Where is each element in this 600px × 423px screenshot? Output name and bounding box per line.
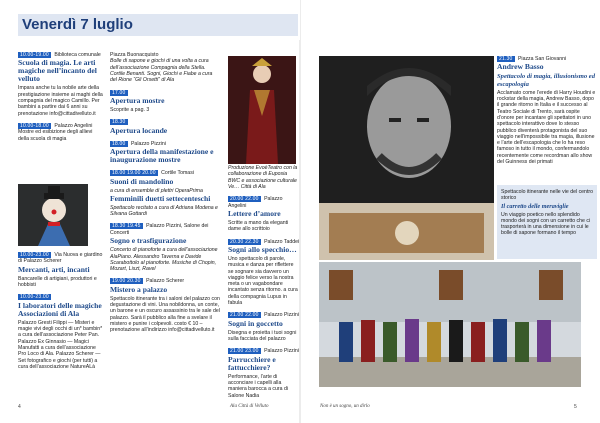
event-title: Mercanti, arti, incanti [18, 264, 90, 274]
queen-illustration [228, 56, 296, 164]
venue: Palazzo Scherer [146, 278, 185, 285]
time-badge: 21.00 23.00 [230, 348, 259, 355]
event-block [110, 90, 220, 114]
event-title: Sogno e trasfigurazione [110, 236, 187, 246]
time-badge: 18.30 [112, 119, 126, 126]
event-text: Bancarelle di artigiani, produttori e hobbisti [18, 275, 97, 289]
venue: Piazza San Giovanni [517, 56, 567, 62]
event-text: Disegna e proietta i tuoi sogni sulla facciata del palazzo [228, 329, 297, 343]
event-title: Apertura locande [110, 125, 168, 135]
time-badge: 17.00 [112, 89, 126, 96]
event-block [228, 312, 300, 342]
venue: Palazzo Pizzini, Salone dei Concerti [110, 223, 209, 236]
event-block [228, 165, 300, 190]
event-title: Apertura mostre [110, 96, 165, 105]
column-e [228, 165, 300, 405]
time-badge: 20.00 22.00 [230, 196, 259, 203]
venue: Palazzo Pizzini [264, 312, 299, 319]
time-badge: 21.30 [499, 56, 513, 62]
column-d [497, 56, 597, 171]
column-a-lower [18, 252, 104, 376]
magician-portrait-photo [319, 56, 494, 203]
event-title: Suoni di mandolino [110, 176, 174, 186]
page-title: Venerdì 7 luglio [18, 14, 298, 36]
event-text: Acclamato come l’erede di Harry Houdini e rockstar della magia, Andrew Basso, dopo il grande ritorno in Italia e il successo al Teatro Sociale di Trento, sarà ospite d’onore per incantare gli spettatori in uno spettacolo interattivo dove lo stesso pubblico diventerà protagonista del suo viaggio nell’impossibile tra magia, illusione e l’arte dell’escapologia che lo ha reso famoso in tutto il mondo, confermandolo recentemente come recordman allo show del Guinness dei primati [497, 89, 596, 166]
time-badge: 10.00-19.00 [20, 52, 49, 58]
time-badge: 18.00 [112, 140, 126, 147]
time-badge: 19.00 20.30 [112, 278, 141, 285]
event-title: Parrucchiere e fattucchiere? [228, 354, 276, 372]
event-block [110, 141, 220, 164]
costumed-group-photo [319, 262, 581, 387]
venue: Palazzo Angelini [228, 196, 283, 209]
event-title: Apertura della manifestazione e inaugurazione mostre [110, 147, 214, 165]
event-title: I laboratori delle magiche Associazioni di Ala [18, 300, 102, 318]
event-text: Produzione EvoèTeatro con la collaborazione di Euposia BWC e associazione culturale Ve… Città di Ala [228, 165, 298, 190]
time-badge: 20.30 22.30 [230, 238, 259, 245]
event-text: a cura di ensemble di plettri OperaPrima [110, 187, 203, 194]
highlight-intro: Spettacolo itinerante nelle vie del centro storico [501, 189, 593, 202]
highlight-title: Il carretto delle meraviglie [501, 202, 569, 210]
time-badge: 21.00 22.00 [230, 312, 259, 319]
venue: Biblioteca comunale [54, 52, 101, 58]
event-title: Andrew Basso [497, 62, 544, 72]
event-title: Mistero a palazzo [110, 284, 168, 294]
event-subtitle: Spettacolo di magia, illusionismo ed escapologia [497, 73, 595, 88]
event-block [110, 52, 220, 84]
event-text: Scoprite a pag. 3 [110, 107, 150, 113]
event-title: Scuola di magia. Le arti magiche nell’incanto del velluto [18, 58, 97, 84]
magician-illustration [319, 56, 494, 203]
time-badge: 10.00-18.00 [20, 122, 49, 129]
queen-costume-photo [228, 56, 296, 164]
column-a [18, 52, 104, 148]
left-page-number: 4 [18, 404, 21, 410]
event-text: Mostre ed esibizione degli allievi della scuola di magia [18, 129, 93, 142]
event-title: Sogni in goccetto [228, 318, 283, 328]
venue: Palazzo Pizzini [264, 348, 299, 355]
event-text: Impara anche tu la nobile arte della prestigiazione insieme ai maghi della compagnia del magico Camillo. Per bambini a partire dai 6 anni su prenotazione info@cittadivelluto.it [18, 85, 103, 117]
time-badge: 10.00-23.00 [20, 252, 49, 258]
event-block [110, 278, 220, 333]
event-block [228, 239, 300, 307]
group-illustration [319, 262, 581, 387]
venue: Palazzo Pizzini [130, 140, 166, 147]
event-block [497, 56, 597, 165]
time-badge: 10.00-23.00 [20, 294, 49, 301]
clown-photo [18, 184, 88, 246]
highlight-box [497, 185, 597, 259]
venue: Palazzo Angelini [54, 122, 93, 129]
event-text: Palazzo Gresti Filippi — Misteri e magie vivi degli occhi di un* bambin* a cura dell’associazione Peter Pan. Palazzo Ex Ginnasio — Magici Manufatti a cura dell’associazione Pro Loco di Ala. Palazzo Scherer — Set fotografico e giochi (per tutti) a cura dell’associazione NatureALà [18, 319, 103, 370]
event-title: Sogni allo specchio… [228, 245, 297, 254]
event-title: Lettere d’amore [228, 209, 281, 218]
venue: Via Nuova e giardino di Palazzo Scherer [18, 252, 103, 265]
event-block [18, 252, 104, 288]
event-text: Spettacolo recitato a cura di Adriana Modena e Silvana Gottardi [110, 204, 218, 218]
event-block [228, 348, 300, 399]
event-text: Spettacolo itinerante tra i saloni del palazzo con degustazione di vini. Una nobildonna, un conte, un barone e un oscuro assassinio tra le sale del palazzo. Sarà il pubblico alla fine a svelare il mistero e punire i colpevoli. costo € 10 – prenotazione all’indirizzo info@cittadivelluto.it [110, 295, 220, 334]
circus-stage-photo [319, 203, 494, 260]
event-text: Uno spettacolo di parole, musica e danza per riflettere se sognare sia davvero un viaggio felice verso la nostra meta o un vagabondare incantato senza ritorno. a cura della compagnia Lupus in fabula [228, 256, 298, 307]
event-block [228, 196, 300, 232]
footer-right-title: Non è un sogno, un dirlo [320, 404, 370, 409]
right-page-number: 5 [574, 404, 577, 410]
highlight-text: Un viaggio poetico nello splendido mondo dei sogni con un carretto che ci trasporterà in una dimensione in cui le bolle di sapone formano il tempo [501, 211, 591, 237]
event-block [18, 52, 104, 117]
venue: Piazza Buonacquisto [110, 52, 159, 58]
event-text: Performance, l’arte di acconciare i capelli alla maniera barocca a cura di Salone Nadia [228, 373, 288, 399]
venue: Palazzo Taddei [264, 238, 300, 245]
time-badge: 18.00 19.00 20.00 [112, 170, 156, 177]
event-text: Concerto di pianoforte a cura dell’associazione AlaPiano. Alessandro Taverna e Davide Scarabottolo al pianoforte. Musiche di Chopin, Mozart, Liszt, Ravel [110, 247, 218, 273]
event-text: Scritte a mano da eleganti dame allo scrittoio [228, 220, 289, 233]
event-text: Bolle di sapone e giochi di una volta a cura dell’associazione Compagnia della Stella. Cortile Benanti. Sogni, Giochi e Fiabe a cura del Rione “Gli Orsetti” di Ala [110, 58, 213, 84]
circus-illustration [319, 203, 494, 260]
header-band [0, 0, 300, 40]
event-block [110, 170, 220, 217]
event-block [110, 119, 220, 134]
footer-left-title: Ala Città di Velluto [230, 404, 269, 409]
event-block [18, 294, 104, 370]
event-title: Femminili duetti settecenteschi [110, 193, 211, 203]
column-b [110, 52, 220, 340]
clown-illustration [18, 184, 88, 246]
event-block [110, 223, 220, 272]
venue: Cortile Tomasi [161, 170, 194, 177]
event-block [18, 123, 104, 142]
time-badge: 18.30 19.45 [112, 223, 141, 230]
